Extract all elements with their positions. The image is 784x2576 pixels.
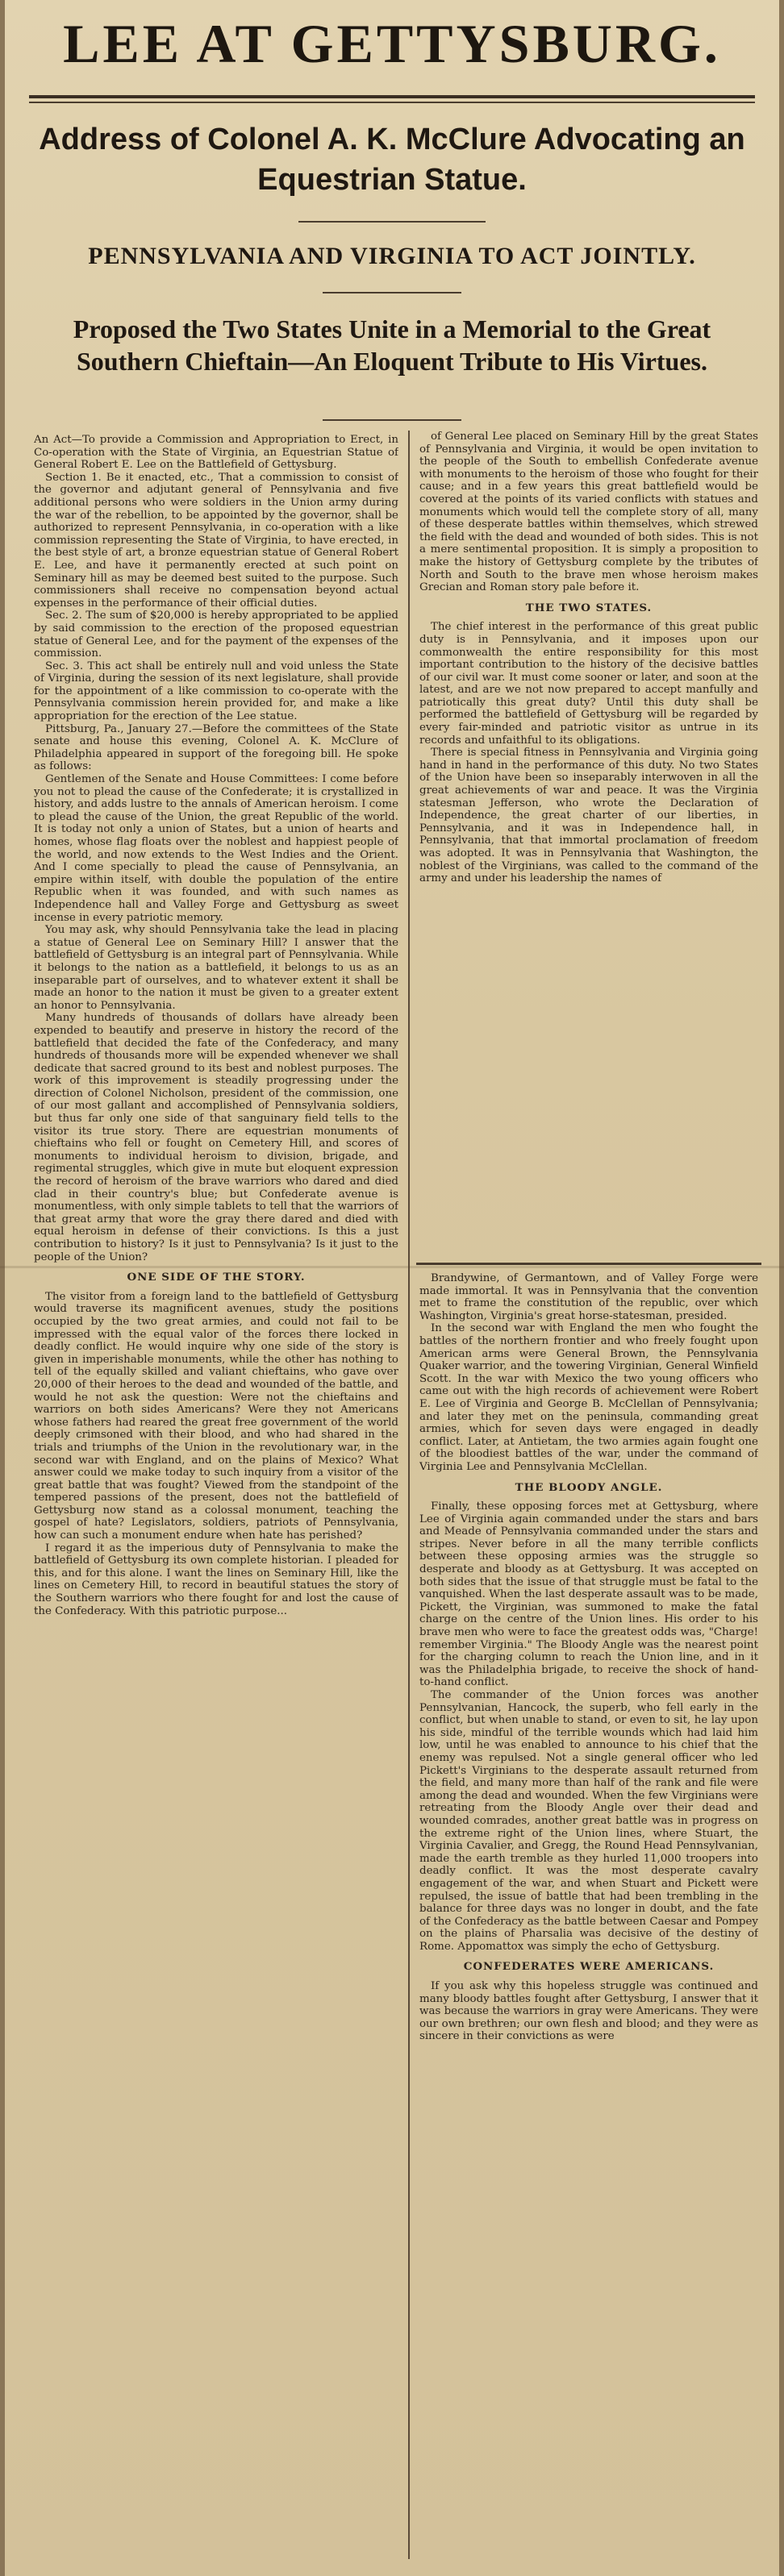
article-paragraph: Many hundreds of thousands of dollars have already been expended to beautify and preserve in history the record of the battlefield that decided the fate of the Confederacy, and many hundreds of thousands more will be expended whenever we shall dedicate that sacred ground to its best and noblest purposes. The work of this improvement is steadily progressing under the direction of Colonel Nicholson, president of the commission, one of our most gallant and accomplished of Pennsylvania soldiers, but thus far only one side of that sanguinary field tells to the visitor its true story. There are equestrian monuments of chieftains who fell or fought on Cemetery Hill, and scores of monuments to individual heroism to division, brigade, and regimental struggles, which give in mute but eloquent expression the record of heroism of the brave warriors who dared and died clad in their country's blue; but Confederate avenue is monumentless, with only simple tablets to tell that the warriors of that great army that wore the gray there dared and died with equal heroism in defense of their convictions. Is this a just contribution to history? Is it just to Pennsylvania? Is it just to the people of the Union?: [34, 1012, 398, 1263]
article-paragraph: The commander of the Union forces was another Pennsylvanian, Hancock, the superb, who fell early in the conflict, but when unable to stand, or even to sit, he lay upon his side, mindful of the terrible wounds which had laid him low, until he was enabled to announce to his chief that the enemy was repulsed. Not a single general officer who led Pickett's Virginians to the desperate assault returned from the field, and many more than half of the rank and file were among the dead and wounded. When the few Virginians were retreating from the Bloody Angle over their dead and wounded comrades, another great battle was in progress on the extreme right of the Union lines, where Stuart, the Virginia Cavalier, and Gregg, the Round Head Pennsylvanian, made the earth tremble as they hurled 11,000 troopers into deadly conflict. It was the most desperate cavalry engagement of the war, and when Stuart and Pickett were repulsed, the issue of battle that had been trembling in the balance for three days was no longer in doubt, and the fate of the Confederacy as the battle between Caesar and Pompey on the plains of Pharsalia was decisive of the destiny of Rome. Appomattox was simply the echo of Gettysburg.: [419, 1689, 758, 1953]
article-paragraph: Pittsburg, Pa., January 27.—Before the committees of the State senate and house this evening, Colonel A. K. McClure of Philadelphia appeared in support of the foregoing bill. He spoke as follows:: [34, 722, 398, 773]
headline-rule: [29, 95, 755, 98]
clipping-left-edge: [0, 0, 5, 2576]
deck-address: Address of Colonel A. K. McClure Advocating an Equestrian Statue.: [39, 123, 745, 197]
deck-rule-2: [323, 292, 461, 293]
article-paragraph: You may ask, why should Pennsylvania take the lead in placing a statue of General Lee on Seminary Hill? I answer that the battlefield of Gettysburg is an integral part of Pennsylvania. While it belongs to the nation as a battlefield, it belongs to us as an inseparable part of ourselves, and to whatever extent it shall be made an honor to the nation it must be given to a greater extent an honor to Pennsylvania.: [34, 924, 398, 1012]
article-paragraph: Sec. 2. The sum of $20,000 is hereby appropriated to be applied by said commission to the erection of the proposed equestrian statue of General Lee, and for the payment of the expenses of the commission.: [34, 610, 398, 660]
article-paragraph: Brandywine, of Germantown, and of Valley Forge were made immortal. It was in Pennsylvania that the convention met to frame the constitution of the republic, over which Washington, Virginia's great horse-statesman, presided.: [419, 1272, 758, 1322]
article-paragraph: Gentlemen of the Senate and House Committees: I come before you not to plead the cause of the Confederate; it is crystallized in history, and adds lustre to the annals of American heroism. I come to plead the cause of the Union, the great Republic of the world. It is today not only a union of States, but a union of hearts and homes, whose flag floats over the noblest and happiest people of the world, and now extends to the West Indies and the Orient. And I come specially to plead the cause of Pennsylvania, an empire within itself, with double the population of the entire Republic when it was founded, and with such names as Independence hall and Valley Forge and Gettysburg as sweet incense in every patriotic memory.: [34, 773, 398, 924]
column-break-rule: [416, 1263, 761, 1265]
article-paragraph: In the second war with England the men who fought the battles of the northern frontier and who freely fought upon American arms were General Brown, the Pennsylvania Quaker warrior, and the towering Virginian, General Winfield Scott. In the war with Mexico the two young officers who came out with the high records of achievement were Robert E. Lee of Virginia and George B. McClellan of Pennsylvania; and later they met on the peninsula, commanding great armies, which for seven days were engaged in deadly conflict. Later, at Antietam, the two armies again fought one of the bloodiest battles of the war, under the command of Virginia Lee and Pennsylvania McClellan.: [419, 1322, 758, 1473]
article-paragraph: If you ask why this hopeless struggle was continued and many bloody battles fought after Gettysburg, I answer that it was because the warriors in gray were Americans. They were our own brethren; our own flesh and blood; and they were as sincere in their convictions as were: [419, 1980, 758, 2043]
right-article-column-bottom: [419, 1272, 758, 2562]
clipping-right-edge: [779, 0, 784, 2576]
article-paragraph: I regard it as the imperious duty of Pennsylvania to make the battlefield of Gettysburg its own complete historian. I pleaded for this, and for this alone. I want the lines on Seminary Hill, like the lines on Cemetery Hill, to record in beautiful statues the story of the Southern warriors who there fought for and lost the cause of the Confederacy. With this patriotic purpose...: [34, 1542, 398, 1617]
article-paragraph: of General Lee placed on Seminary Hill by the great States of Pennsylvania and Virginia, it would be open invitation to the people of the South to embellish Confederate avenue with monuments to the heroism of those who fought for their cause; and in a few years this great battlefield would be covered at the points of its varied conflicts with statues and monuments which would tell the complete story of all, many of these desperate battles within themselves, which strewed the field with the dead and wounded of both sides. This is not a mere sentimental proposition. It is simply a proposition to make the history of Gettysburg complete by the tributes of North and South to the brave men whose heroism makes Grecian and Roman story pale before it.: [419, 431, 758, 594]
paper-fold: [0, 1266, 784, 1268]
article-paragraph: Section 1. Be it enacted, etc., That a commission to consist of the governor and adjutant general of Pennsylvania and five additional persons who were soldiers in the Union army during the war of the rebellion, to be appointed by the governor, shall be authorized to represent Pennsylvania, in co-operation with a like commission representing the State of Virginia, to have erected, in the best style of art, a bronze equestrian statue of General Robert E. Lee, and have it permanently erected at such point on Seminary hill as may be deemed best suited to the purpose. Such commissioners shall receive no compensation beyond actual expenses in the performance of their official duties.: [34, 471, 398, 610]
right-article-column-top: [419, 431, 758, 1261]
article-paragraph: The visitor from a foreign land to the battlefield of Gettysburg would traverse its magnificent avenues, study the positions occupied by the two great armies, and could not fail to be impressed with the equal valor of the forces there locked in deadly conflict. He would inquire why one side of the story is given in imperishable monuments, while the other has nothing to tell of the equally skilled and valiant chieftains, who gave over 20,000 of their heroes to the dead and wounded of the battle, and would he not ask the question: Were not the chieftains and warriors on both sides Americans? Were they not Americans whose fathers had reared the great free government of the world deeply crimsoned with their blood, and who had shared in the trials and triumphs of the Union in the revolutionary war, in the second war with England, and on the plains of Mexico? What answer could we make today to such inquiry from a visitor of the great battle that was fought? Viewed from the standpoint of the tempered passions of the present, does not the battlefield of Gettysburg now stand as a colossal monument, teaching the gospel of hate? Legislators, soldiers, patriots of Pennsylvania, how can such a monument endure when hate has perished?: [34, 1290, 398, 1542]
headline: LEE AT GETTYSBURG.: [63, 13, 721, 74]
article-paragraph: An Act—To provide a Commission and Appropriation to Erect, in Co-operation with the State of Virginia, an Equestrian Statue of General Robert E. Lee on the Battlefield of Gettysburg.: [34, 434, 398, 472]
article-paragraph: Sec. 3. This act shall be entirely null and void unless the State of Virginia, during the session of its next legislature, shall provide for the appointment of a like commission to co-operate with the Pennsylvania commission herein provided for, and make a like appropriation for the erection of the Lee statue.: [34, 660, 398, 723]
section-subhead: ONE SIDE OF THE STORY.: [127, 1271, 306, 1284]
headline-rule-thin: [29, 102, 755, 103]
deck-states: PENNSYLVANIA AND VIRGINIA TO ACT JOINTLY.: [88, 243, 696, 269]
section-subhead: THE TWO STATES.: [525, 601, 653, 614]
column-divider: [408, 431, 410, 2559]
article-paragraph: Finally, these opposing forces met at Gettysburg, where Lee of Virginia again commanded under the stars and bars and Meade of Pennsylvania commanded under the stars and stripes. Never before in all the many terrible conflicts between these opposing armies was the struggle so desperate and bloody as at Gettysburg. It was accepted on both sides that the issue of that struggle must be fatal to the vanquished. When the last desperate assault was to be made, Pickett, the Virginian, was summoned to make the fatal charge on the centre of the Union lines. His order to his brave men who were to face the greatest odds was, "Charge! remember Virginia." The Bloody Angle was the nearest point for the charging column to reach the Union line, and in it was the Philadelphia brigade, to receive the shock of hand-to-hand conflict.: [419, 1500, 758, 1689]
left-article-column: [34, 434, 398, 2562]
deck-proposal: Proposed the Two States Unite in a Memorial to the Great Southern Chieftain—An Eloquent Tribute to His Virtues.: [73, 314, 711, 376]
section-subhead: THE BLOODY ANGLE.: [515, 1480, 663, 1494]
article-paragraph: The chief interest in the performance of this great public duty is in Pennsylvania, and it imposes upon our commonwealth the entire responsibility for this most important contribution to the history of the decisive battles of our civil war. It must come sooner or later, and soon at the latest, and are we not now prepared to accept manfully and patriotically this great duty? Until this duty shall be performed the battlefield of Gettysburg will be regarded by every fair-minded and patriotic visitor as untrue in its records and unfaithful to its obligations.: [419, 621, 758, 747]
deck-rule-3: [323, 419, 461, 421]
section-subhead: CONFEDERATES WERE AMERICANS.: [463, 1960, 715, 1974]
deck-rule-1: [298, 221, 486, 223]
article-paragraph: There is special fitness in Pennsylvania and Virginia going hand in hand in the performance of this duty. No two States of the Union have been so inseparably interwoven in all the great achievements of war and peace. It was the Virginia statesman Jefferson, who wrote the Declaration of Independence, the great charter of our liberties, in Pennsylvania, and it was in Independence hall, in Pennsylvania, that that immortal proclamation of freedom was adopted. It was in Pennsylvania that Washington, the noblest of the Virginians, was called to the command of the army and under his leadership the names of: [419, 747, 758, 885]
